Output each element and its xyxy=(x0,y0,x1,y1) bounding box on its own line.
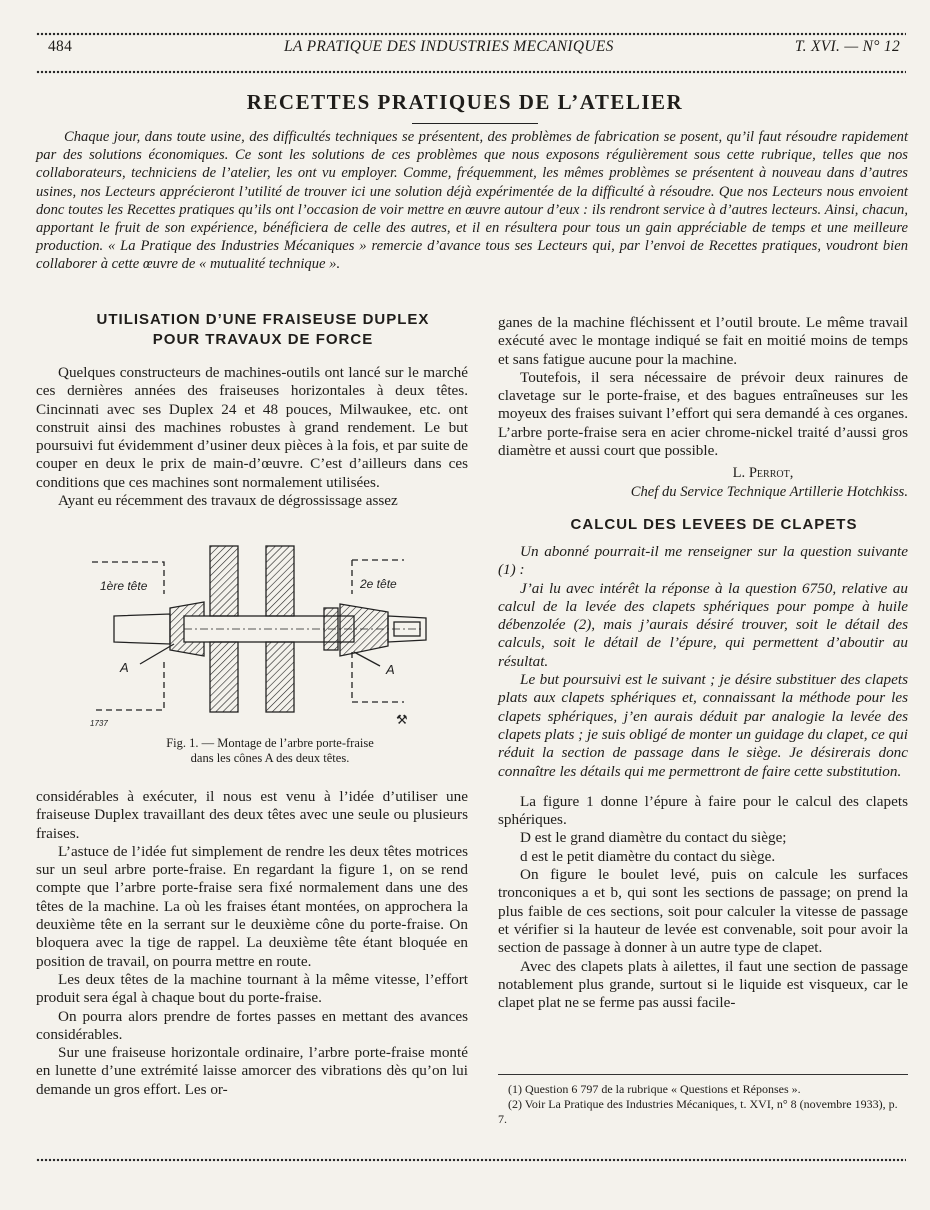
author-name: L. Perrot, xyxy=(732,465,794,482)
footnote-2: (2) Voir La Pratique des Industries Mécaniques, t. XVI, n° 8 (novembre 1933), p. 7. xyxy=(498,1097,898,1126)
arbor-drawing xyxy=(84,532,444,732)
section-subtitle: POUR TRAVAUX DE FORCE xyxy=(152,331,374,348)
footnote-rule xyxy=(498,1074,908,1075)
question-paragraph: Un abonné pourrait-il me renseigner sur la question suivante (1) : xyxy=(498,542,908,579)
paragraph: Sur une fraiseuse horizontale ordinaire, l’arbre porte-fraise monté en lunette d’une extrémité laisse amorcer des vibrations dès qu’on lui demande un gros effort. Les or- xyxy=(36,1044,468,1098)
cone-a-label-left: A xyxy=(120,660,129,675)
publisher-mark-icon: ⚒ xyxy=(396,713,408,728)
head2-label: 2e tête xyxy=(360,577,397,591)
figure-caption xyxy=(100,736,440,765)
paragraph: considérables à exécuter, il nous est venu à l’idée d’utiliser une fraiseuse Duplex travaillant des deux têtes avec une seule ou plusieurs fraises. xyxy=(36,788,468,842)
section-title: CALCUL DES LEVEES DE CLAPETS xyxy=(570,515,858,533)
answer-paragraph: La figure 1 donne l’épure à faire pour le calcul des clapets sphériques. xyxy=(498,792,908,829)
answer-paragraph: Avec des clapets plats à ailettes, il faut une section de passage notablement plus grande, surtout si le liquide est visqueux, car le clapet plat ne se ferme pas aussi facile- xyxy=(498,957,908,1012)
caption-line-1: Fig. 1. — Montage de l’arbre porte-fraise xyxy=(166,736,374,750)
footnote-1: (1) Question 6 797 de la rubrique « Questions et Réponses ». xyxy=(508,1082,801,1096)
answer-paragraph: d est le petit diamètre du contact du siège. xyxy=(520,847,776,865)
volume-number: T. XVI. — N° 12 xyxy=(794,38,900,55)
answer-paragraph: D est le grand diamètre du contact du siège; xyxy=(520,829,787,847)
paragraph: L’astuce de l’idée fut simplement de rendre les deux têtes motrices sur un seul arbre porte-fraise. En regardant la figure 1, on se rend compte que l’arbre porte-fraise sera fixé normalement dans une des têtes de la machine. La où les fraises étant montées, on approchera la deuxième tête en la serrant sur le deuxième cône du porte-fraise. On bloquera avec la tige de rappel. La deuxième tête étant bloquée en position de travail, on pourra mettre en route. xyxy=(36,842,468,970)
figure-arbor-diagram xyxy=(84,532,444,732)
paragraph: Ayant eu récemment des travaux de dégrossissage assez xyxy=(58,492,398,510)
footnotes xyxy=(498,1082,908,1127)
question-paragraph: J’ai lu avec intérêt la réponse à la question 6750, relative au calcul de la levée des clapets sphériques pour pompe à huile débenzolée (2), mais j’aurais désiré trouver, soit le détail des calculs, soit le détail de l’épure, qui permettent d’aboutir au résultat. xyxy=(498,579,908,670)
bottom-dotted-rule xyxy=(36,1158,906,1162)
question-paragraph: Le but poursuivi est le suivant ; je désire substituer des clapets plats aux clapets sphériques et, connaissant la méthode pour les clapets sphériques, j’en aurais déduit par analogie la levée des clapets plats ; je suis obligé de monter un guidage du clapet, ce qui réduit la section de passage dans le siège. Je désirerais donc connaître les détails qui me permettront de faire cette substitution. xyxy=(498,671,908,780)
left-column-bottom xyxy=(36,788,468,1099)
signature xyxy=(498,464,908,501)
answer-paragraph: On figure le boulet levé, puis on calcule les surfaces tronconiques a et b, qui sont les sections de passage; on prend la plus faible de ces sections, soit pour calculer la vitesse de passage et vérifier si la hauteur de levée est convenable, soit pour avoir la section de passage à donner à un autre type de clapet. xyxy=(498,866,908,957)
paragraph: Quelques constructeurs de machines-outils ont lancé sur le marché ces dernières années des fraiseuses horizontales à deux têtes. Cincinnati avec ses Duplex 24 et 48 pouces, Milwaukee, etc. ont construit ainsi des machines robustes à grand rendement. Le but poursuivi fut évidemment d’usiner deux pièces à la fois, et par suite de couper en deux le prix de main-d’œuvre. C’est d’ailleurs dans ces conditions que ces machines sont normalement utilisées. xyxy=(36,364,468,491)
top-dotted-rule xyxy=(36,32,906,36)
header-dotted-rule xyxy=(36,70,906,74)
paragraph: Les deux têtes de la machine tournant à la même vitesse, l’effort produit sera égal à chaque bout du porte-fraise. xyxy=(36,970,468,1007)
title-underline xyxy=(412,123,538,124)
journal-title: LA PRATIQUE DES INDUSTRIES MECANIQUES xyxy=(284,38,614,55)
paragraph: Toutefois, il sera nécessaire de prévoir deux rainures de clavetage sur le porte-fraise, et des bagues entraîneuses sur les moyeux des fraises suivant l’effort qui sera demandé à ces organes. L’arbre porte-fraise sera en acier chrome-nickel traité d’aussi gros diamètre et aussi court que possible. xyxy=(498,368,908,460)
paragraph: On pourra alors prendre de fortes passes en mettant des avances considérables. xyxy=(36,1007,468,1043)
left-column-top xyxy=(36,310,468,510)
page-number: 484 xyxy=(48,38,73,55)
section-title: UTILISATION D’UNE FRAISEUSE DUPLEX xyxy=(96,311,430,328)
intro-paragraph: Chaque jour, dans toute usine, des difficultés techniques se présentent, des problèmes de fabrication se posent, qu’il faut résoudre rapidement par des solutions économiques. Ce sont les solutions de ces problèmes que nous exposons régulièrement sous cette rubrique, telles que nos collaborateurs, techniciens de l’atelier, les ont vu employer. Comme, fréquemment, les mêmes problèmes se présentent à nouveau dans d’autres usines, nos Lecteurs apprécieront l’utilité de trouver ici une solution déjà expérimentée de la difficulté à résoudre. Que nos Lecteurs nous envoient donc toutes les Recettes pratiques qu’ils ont l’occasion de voir mettre en œuvre autour d’eux : ils rendront service à d’autres lecteurs. Ainsi, chacun, apportant le fruit de son expérience, bénéficiera de celle des autres, et il en résultera pour tous un gain appréciable de temps et une meilleure production. « La Pratique des Industries Mécaniques » remercie d’avance tous ses Lecteurs qui, par l’envoi de Recettes pratiques, voudront bien collaborer à cette œuvre de « mutualité technique ». xyxy=(36,129,908,273)
paragraph: ganes de la machine fléchissent et l’outil broute. Le même travail exécuté avec le montage indiqué se fait en moitié moins de temps et sans fatigue aucune pour la machine. xyxy=(498,314,908,368)
head1-label: 1ère tête xyxy=(100,579,148,593)
right-column xyxy=(498,314,908,1012)
running-header xyxy=(48,38,900,64)
page-title: RECETTES PRATIQUES DE L’ATELIER xyxy=(246,90,684,114)
author-role: Chef du Service Technique Artillerie Hotchkiss. xyxy=(630,483,908,500)
cone-a-label-right: A xyxy=(386,662,395,677)
caption-line-2: dans les cônes A des deux têtes. xyxy=(190,750,350,765)
figure-code: 1737 xyxy=(90,719,108,728)
